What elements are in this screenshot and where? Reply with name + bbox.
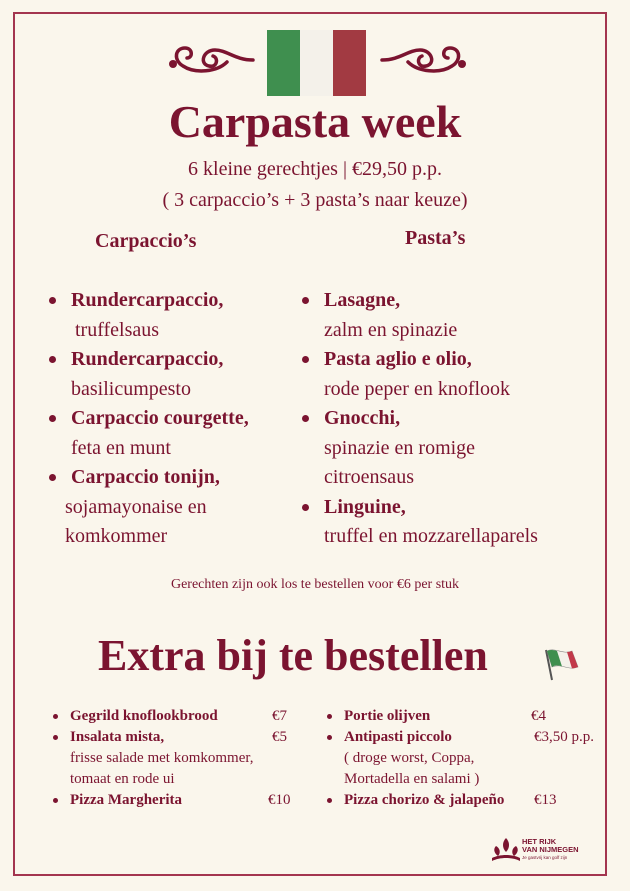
bullet-icon	[49, 474, 56, 481]
subtitle-choice: ( 3 carpaccio’s + 3 pasta’s naar keuze)	[162, 189, 468, 211]
extras-title: Extra bij te bestellen	[98, 631, 488, 680]
bullet-icon	[53, 798, 58, 803]
logo-tagline: Je gastvrij kan golf zijn	[522, 855, 568, 860]
list-item	[47, 345, 307, 404]
extra-name: Gegrild knoflookbrood	[70, 708, 218, 724]
bullet-icon	[53, 735, 58, 740]
subtitle-price: 6 kleine gerechtjes | €29,50 p.p.	[188, 158, 442, 180]
extra-name: Pizza chorizo & jalapeño	[344, 792, 505, 808]
list-item	[47, 404, 307, 463]
dish-description: truffel en mozzarellaparels	[324, 525, 538, 547]
list-item	[47, 286, 307, 345]
bullet-icon	[49, 415, 56, 422]
extra-price: €3,50 p.p.	[534, 729, 594, 745]
list-item	[300, 493, 600, 552]
extra-description: ( droge worst, Coppa,	[344, 750, 475, 766]
waving-flag-icon	[542, 646, 582, 682]
list-item	[52, 727, 302, 790]
extra-name: Antipasti piccolo	[344, 729, 452, 745]
dish-description: truffelsaus	[75, 318, 160, 341]
dish-description: zalm en spinazie	[324, 318, 458, 341]
flag-red-stripe	[333, 30, 366, 96]
dish-name: Rundercarpaccio,	[71, 348, 224, 370]
extra-name: Portie olijven	[344, 708, 431, 724]
list-item	[300, 286, 600, 345]
flame-logo-icon	[490, 836, 522, 864]
pasta-list	[300, 286, 600, 552]
italian-flag	[267, 30, 366, 96]
extras-left-list	[52, 706, 302, 811]
dish-name: Lasagne,	[324, 289, 401, 311]
het-rijk-van-nijmegen-logo	[490, 836, 600, 864]
bullet-icon	[49, 297, 56, 304]
bullet-icon	[327, 714, 332, 719]
carpaccio-list	[47, 286, 307, 552]
bullet-icon	[327, 735, 332, 740]
extra-name: Pizza Margherita	[70, 792, 183, 808]
extra-price: €7	[272, 708, 287, 724]
bullet-icon	[49, 356, 56, 363]
list-item	[52, 706, 302, 727]
dish-description: basilicumpesto	[71, 377, 191, 400]
dish-description: sojamayonaise en	[65, 495, 207, 518]
bullet-icon	[53, 714, 58, 719]
bullet-icon	[302, 356, 309, 363]
list-item	[47, 463, 307, 552]
extra-description-cont: tomaat en rode ui	[70, 771, 175, 787]
dish-description: rode peper en knoflook	[324, 377, 511, 400]
extras-right-list	[326, 706, 606, 811]
list-item	[300, 345, 600, 404]
left-swirl-ornament	[165, 40, 255, 80]
dish-name: Carpaccio tonijn,	[71, 466, 220, 488]
bullet-icon	[302, 415, 309, 422]
dish-description-cont: komkommer	[65, 525, 168, 547]
extra-price: €4	[531, 708, 546, 724]
extra-price: €5	[272, 729, 287, 745]
list-item	[326, 706, 606, 727]
dish-name: Rundercarpaccio,	[71, 289, 224, 311]
pasta-heading: Pasta’s	[405, 227, 466, 249]
carpaccio-heading: Carpaccio’s	[95, 230, 197, 252]
extra-price: €10	[268, 792, 291, 808]
bullet-icon	[327, 798, 332, 803]
dish-name: Linguine,	[324, 495, 406, 518]
dish-description: feta en munt	[71, 436, 171, 459]
extra-name: Insalata mista,	[70, 729, 165, 745]
list-item	[326, 790, 606, 811]
logo-text: HET RIJK VAN NIJMEGEN	[522, 837, 579, 854]
right-swirl-ornament	[380, 40, 470, 80]
separate-order-note: Gerechten zijn ook los te bestellen voor €6 per stuk	[170, 577, 460, 592]
list-item	[300, 404, 600, 493]
list-item	[52, 790, 302, 811]
page-title: Carpasta week	[168, 96, 462, 147]
extra-description: frisse salade met komkommer,	[70, 750, 254, 766]
extra-price: €13	[534, 792, 557, 808]
dish-description: spinazie en romige	[324, 436, 476, 459]
dish-description-cont: citroensaus	[324, 466, 414, 488]
dish-name: Pasta aglio e olio,	[324, 348, 472, 370]
list-item	[326, 727, 606, 790]
dish-name: Gnocchi,	[324, 407, 401, 429]
extra-description-cont: Mortadella en salami )	[344, 771, 480, 787]
dish-name: Carpaccio courgette,	[71, 407, 249, 429]
bullet-icon	[302, 504, 309, 511]
flag-green-stripe	[267, 30, 300, 96]
flag-white-stripe	[300, 30, 333, 96]
bullet-icon	[302, 297, 309, 304]
